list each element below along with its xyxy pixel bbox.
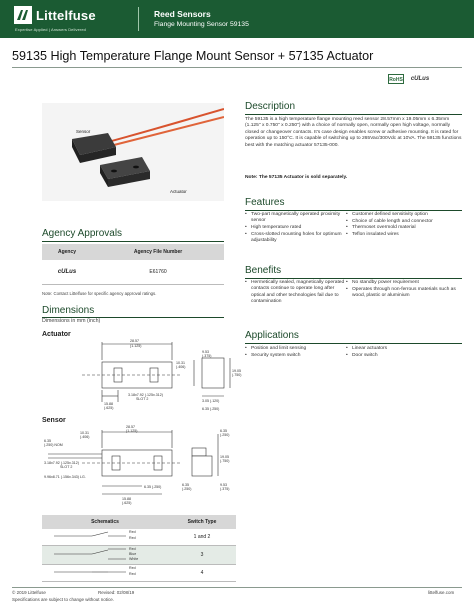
sen-dim-b-in: (.250) NOM — [44, 443, 63, 447]
sen-dim-a: 28.57 — [126, 425, 135, 429]
schematic-cell — [42, 546, 168, 565]
feature-item: • Two-part magnetically operated proximity sensor — [245, 212, 347, 225]
sensor-label: Sensor — [42, 417, 66, 424]
svg-text:Blue: Blue — [129, 552, 137, 556]
act-dim-h: 6.35 (.250) — [202, 407, 220, 411]
svg-text:Red: Red — [129, 547, 136, 551]
title-rule — [12, 67, 462, 68]
sen-dim-c-in: (.406) — [80, 435, 90, 439]
act-dim-d: 19.05 — [232, 369, 241, 373]
act-dim-a-in: (1.125) — [130, 344, 142, 348]
act-dim-e-in: (.625) — [104, 406, 114, 410]
act-dim-f: 3.18x7.92 (.125x.312) — [128, 393, 163, 397]
ul-badge: cULus — [410, 76, 430, 82]
act-dim-c-in: (.375) — [202, 354, 212, 358]
feature-item: • Cross-slotted mounting holes for optimum adjustability — [245, 232, 347, 245]
sen-dim-a-in: (1.125) — [126, 429, 138, 433]
act-dim-c: 9.53 — [202, 350, 209, 354]
agency-file-number: E61760 — [92, 260, 224, 284]
sen-dim-h: 6.35 — [220, 429, 227, 433]
sen-dim-d2: SLOT 2 — [60, 465, 73, 469]
features-rule — [245, 210, 462, 211]
description-note: Note: The 57135 Actuator is sold separately. — [245, 175, 348, 180]
agency-col-header: Agency — [42, 244, 92, 260]
photo-label-sensor: Sensor — [76, 129, 91, 134]
svg-text:Red: Red — [129, 530, 136, 534]
svg-text:White: White — [129, 557, 139, 561]
applications-list-right — [346, 346, 464, 359]
application-item: • Door switch — [346, 353, 464, 359]
footer-copyright: © 2019 Littelfuse — [12, 590, 46, 595]
svg-text:Red: Red — [129, 536, 136, 540]
act-dim-f2: SLOT 2 — [136, 397, 149, 401]
schematic-cell — [42, 529, 168, 546]
switch-type-table — [42, 515, 236, 582]
header-divider — [138, 7, 139, 31]
schematics-col-header: Schematics — [42, 515, 168, 529]
footer-disclaimer: Specifications are subject to change without notice. — [12, 597, 115, 602]
description-heading: Description — [245, 101, 296, 112]
table-row — [42, 260, 224, 284]
table-row — [42, 529, 236, 546]
actuator-label: Actuator — [42, 331, 71, 338]
application-item: • Linear actuators — [346, 346, 464, 352]
sen-dim-d: 3.18x7.92 (.125x.312) — [44, 461, 79, 465]
switch-type-value: 4 — [168, 565, 236, 582]
feature-item: • Thermoset overmold material — [346, 225, 464, 231]
header-banner — [0, 0, 474, 38]
dimensions-heading: Dimensions — [42, 305, 95, 316]
normally-closed-schematic-icon — [50, 565, 160, 579]
act-dim-e: 15.88 — [104, 402, 113, 406]
sen-dim-g: 6.35 (.250) — [144, 485, 162, 489]
brand-logo[interactable] — [14, 6, 96, 24]
act-dim-g: 3.05 (.120) — [202, 399, 220, 403]
actuator-drawing — [42, 338, 242, 416]
agency-file-col-header: Agency File Number — [92, 244, 224, 260]
rohs-badge: RoHS — [388, 74, 404, 84]
brand-name: Littelfuse — [36, 7, 96, 23]
description-rule — [245, 114, 462, 115]
benefit-item: • Operates through non-ferrous materials such as wood, plastic or aluminium — [346, 287, 464, 300]
switch-type-value: 3 — [168, 546, 236, 565]
sen-dim-j: 6.35 — [182, 483, 189, 487]
features-list-left — [245, 212, 347, 245]
features-heading: Features — [245, 197, 285, 208]
sen-dim-f: 15.88 — [122, 497, 131, 501]
brand-tagline: Expertise Applied | Answers Delivered — [15, 27, 86, 32]
ul-recognized-icon: cULus — [57, 268, 77, 275]
photo-label-actuator: Actuator — [170, 189, 187, 194]
footer-site-link[interactable]: littelfuse.com — [428, 590, 455, 595]
agency-note: Note: Contact Littelfuse for specific agency approval ratings. — [42, 291, 157, 296]
footer-rule — [12, 587, 462, 588]
feature-item: • Teflon insulated wires — [346, 232, 464, 238]
applications-rule — [245, 343, 462, 344]
applications-list-left — [245, 346, 347, 359]
agency-rule — [42, 241, 224, 242]
changeover-schematic-icon — [50, 546, 160, 562]
benefits-list-right — [346, 280, 464, 300]
svg-text:Red: Red — [129, 566, 136, 570]
sen-dim-c: 10.31 — [80, 431, 89, 435]
benefit-item: • No standby power requirement — [346, 280, 464, 286]
littelfuse-logo-icon — [14, 6, 32, 24]
sen-dim-i: 19.05 — [220, 455, 229, 459]
features-list-right — [346, 212, 464, 239]
sen-dim-e: 9.96x8.71 (.156x.343) LG. — [44, 475, 86, 479]
footer-revised: Revised: 02/08/19 — [98, 590, 135, 595]
sensor-drawing — [42, 424, 242, 506]
normally-open-schematic-icon — [50, 529, 160, 543]
benefits-heading: Benefits — [245, 265, 282, 276]
sen-dim-k-in: (.375) — [220, 487, 230, 491]
application-item: • Security system switch — [245, 353, 347, 359]
dimensions-subheading: Dimensions in mm (inch) — [42, 318, 101, 324]
sen-dim-i-in: (.750) — [220, 459, 230, 463]
switch-type-col-header: Switch Type — [168, 515, 236, 529]
schematic-cell — [42, 565, 168, 582]
feature-item: • Choice of cable length and connector — [346, 219, 464, 225]
act-dim-a: 28.57 — [130, 339, 139, 343]
ul-logo-cell — [42, 260, 92, 284]
page-title: 59135 High Temperature Flange Mount Sensor + 57135 Actuator — [12, 49, 374, 63]
sen-dim-f-in: (.625) — [122, 501, 132, 505]
agency-heading: Agency Approvals — [42, 228, 123, 239]
product-photo — [42, 103, 224, 201]
product-subtitle: Flange Mounting Sensor 59135 — [154, 21, 249, 28]
application-item: • Position and limit sensing — [245, 346, 347, 352]
act-dim-b: 10.31 — [176, 361, 185, 365]
act-dim-b-in: (.406) — [176, 365, 186, 369]
feature-item: • High temperature rated — [245, 225, 347, 231]
sen-dim-j-in: (.250) — [182, 487, 192, 491]
sen-dim-k: 9.53 — [220, 483, 227, 487]
product-category: Reed Sensors — [154, 9, 211, 19]
sen-dim-h-in: (.250) — [220, 433, 230, 437]
agency-table — [42, 244, 224, 285]
switch-type-value: 1 and 2 — [168, 529, 236, 546]
applications-heading: Applications — [245, 330, 299, 341]
sen-dim-b: 6.35 — [44, 439, 51, 443]
benefits-list-left — [245, 280, 347, 306]
benefit-item: • Hermetically sealed, magnetically operated contacts continue to operate long after optical and other technologies fail due to contamination — [245, 280, 347, 305]
table-row — [42, 546, 236, 565]
feature-item: • Customer defined sensitivity option — [346, 212, 464, 218]
table-row — [42, 565, 236, 582]
description-text: The 59135 is a high temperature flange mounting reed sensor 28.57mm x 19.05mm x 6.35mm (1.125" x 0.750" x 0.250") with a choice of normally open, normally open high voltage, normally closed or changeover contacts. It's case design enables screw or adhesive mounting. It is rated for operation up to 150°C. It is capable of switching up to 265Vac/300Vdc at 10VA. The 59135 functions best with the matching actuator 57135-000. — [245, 117, 462, 148]
product-photo-image — [42, 103, 224, 201]
svg-text:Red: Red — [129, 572, 136, 576]
act-dim-d-in: (.750) — [232, 373, 242, 377]
benefits-rule — [245, 278, 462, 279]
